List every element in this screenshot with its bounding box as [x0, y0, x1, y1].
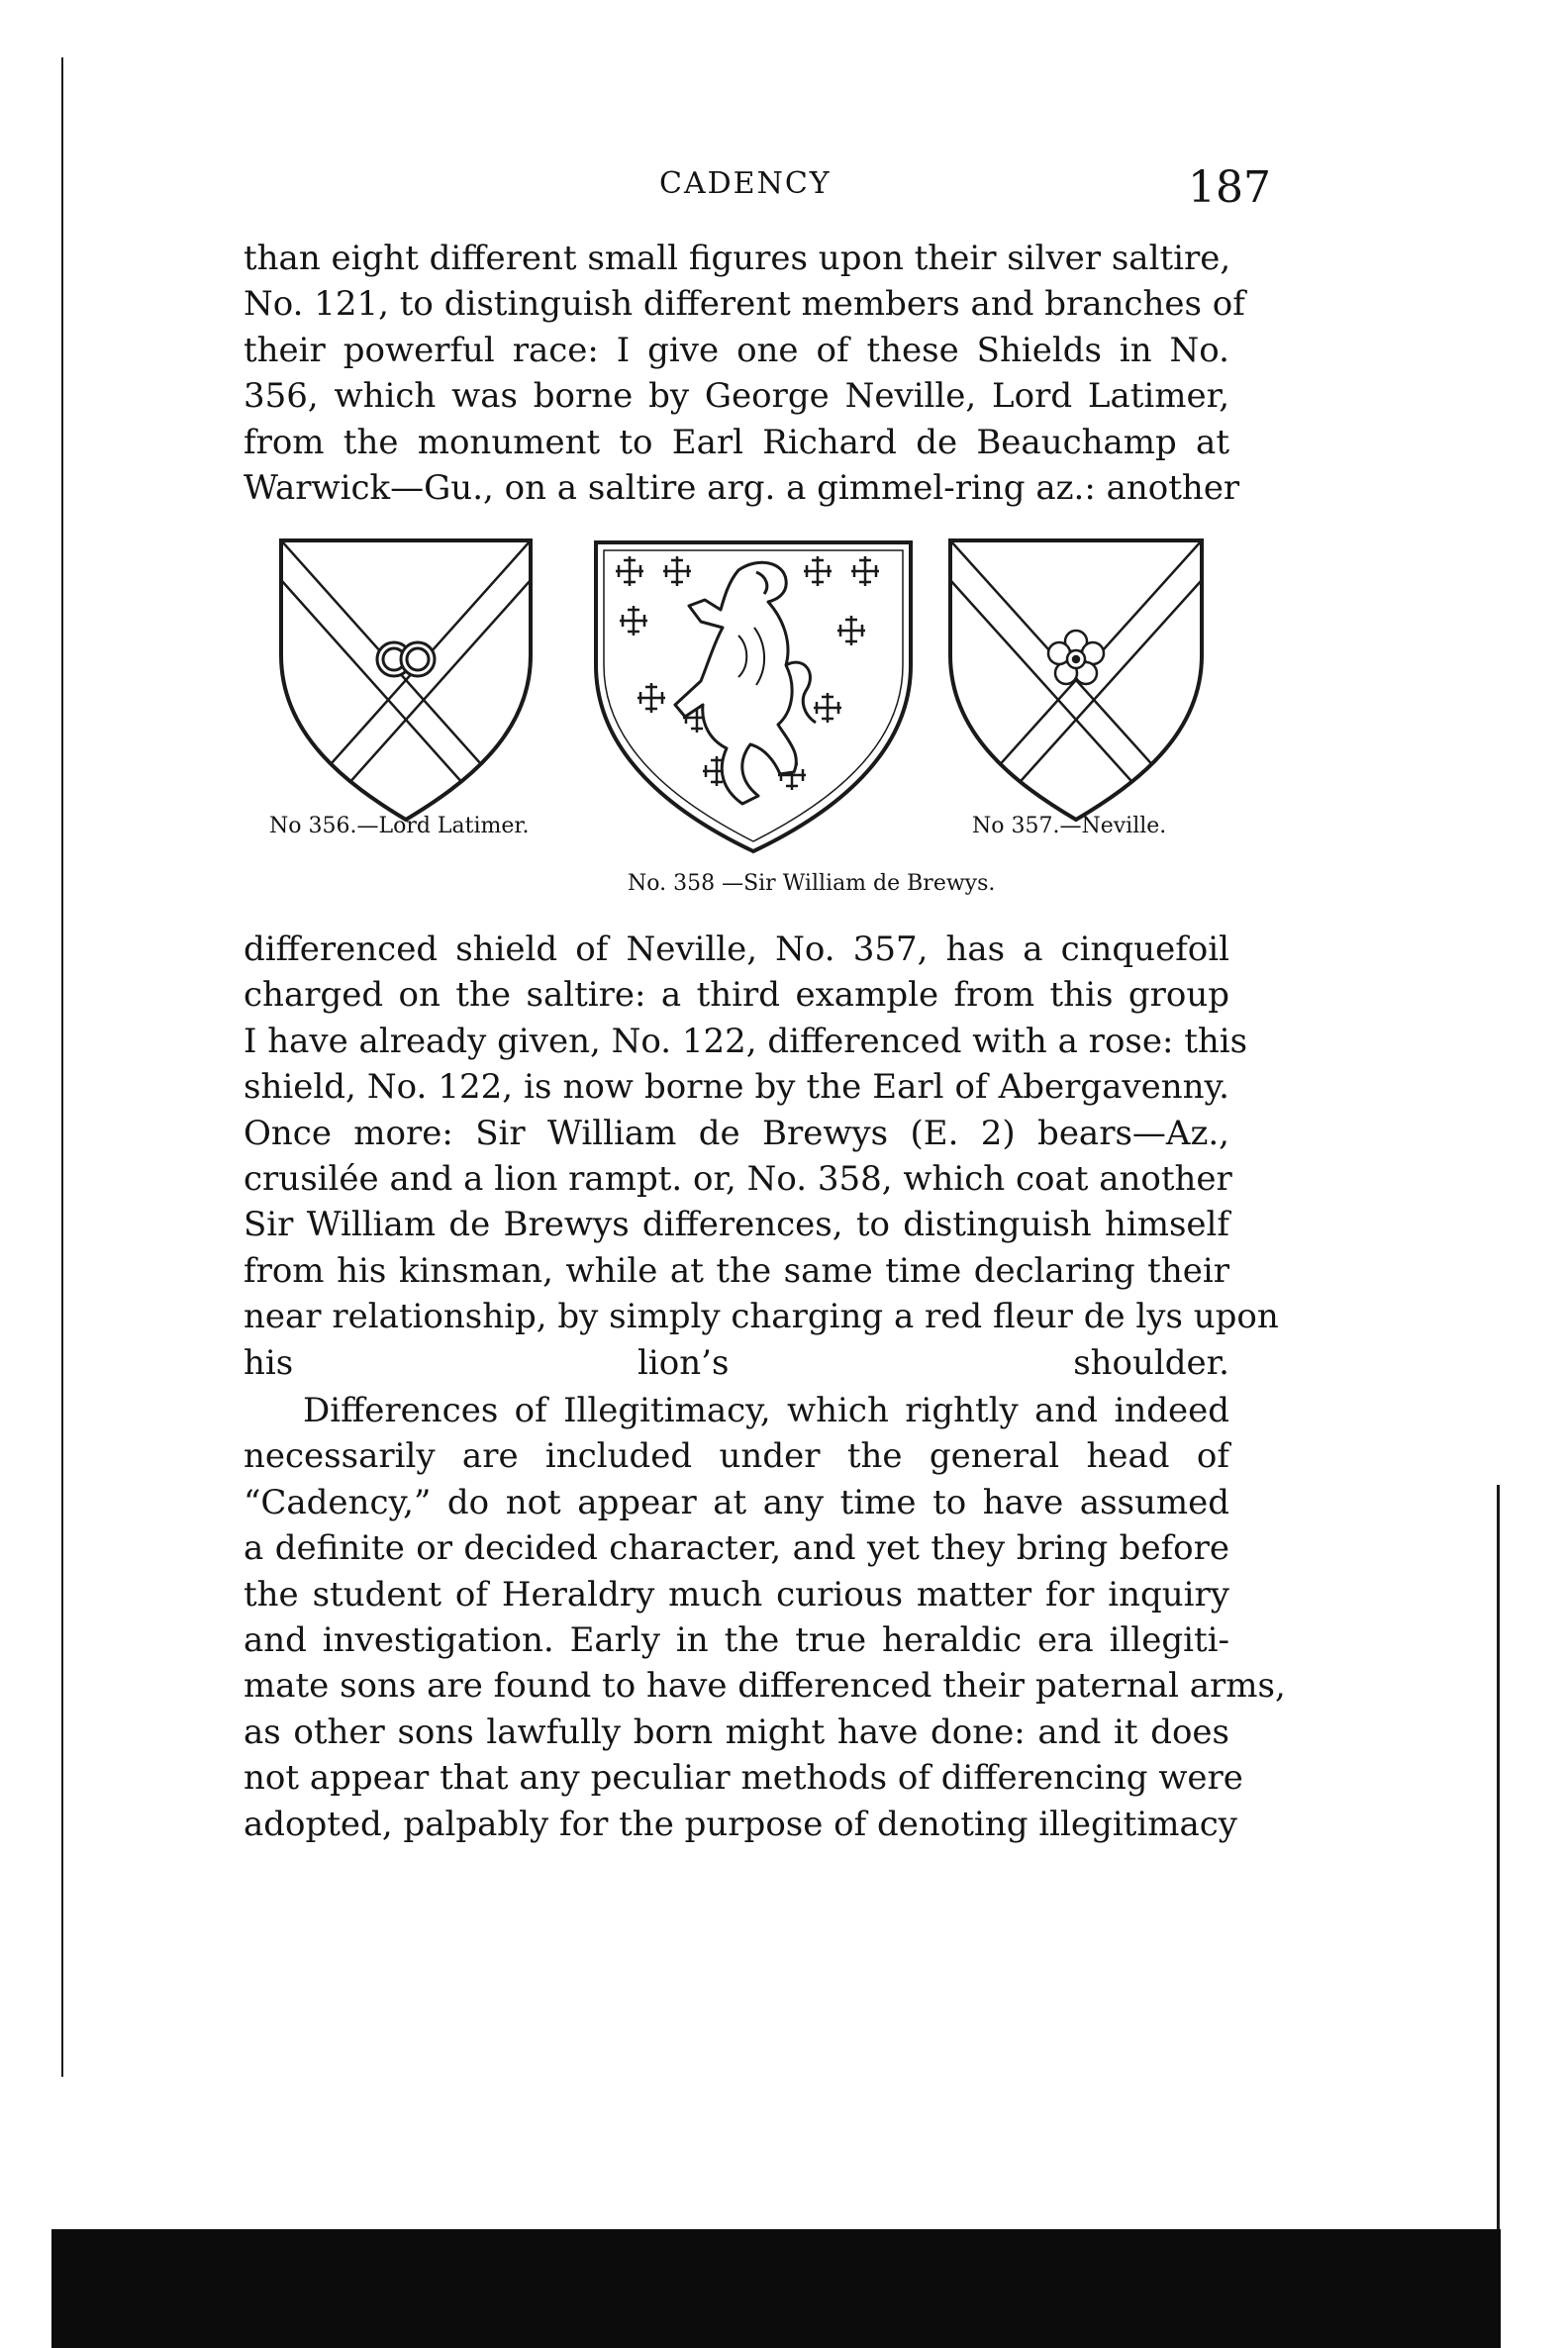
text-line: near relationship, by simply charging a red fleur de lys upon: [244, 1297, 1279, 1337]
text-line: Once more: Sir William de Brewys (E. 2) bears—Az.,: [244, 1113, 1229, 1153]
text-line: and investigation. Early in the true heraldic era illegiti-: [244, 1620, 1229, 1661]
text-line: a definite or decided character, and yet they bring before: [244, 1528, 1229, 1569]
cinquefoil-icon: [1048, 631, 1104, 684]
text-line: his lion’s shoulder.: [244, 1342, 1229, 1383]
text-line: than eight different small figures upon their silver saltire,: [244, 239, 1231, 278]
text-line: not appear that any peculiar methods of differencing were: [244, 1758, 1243, 1799]
caption-356: No 356.—Lord Latimer.: [269, 814, 530, 838]
caption-357: No 357.—Neville.: [972, 814, 1167, 838]
text-line: from his kinsman, while at the same time declaring their: [244, 1250, 1229, 1291]
caption-358: No. 358 —Sir William de Brewys.: [628, 871, 996, 896]
shield-358-brewys: [590, 537, 917, 855]
text-line: charged on the saltire: a third example from this group: [244, 975, 1229, 1016]
text-line: No. 121, to distinguish different members and branches of: [244, 284, 1245, 325]
page-number: 187: [1188, 162, 1271, 213]
paragraph-neville-brewys: [244, 927, 1279, 1386]
text-line: mate sons are found to have differenced their paternal arms,: [244, 1666, 1286, 1707]
text-line: Warwick—Gu., on a saltire arg. a gimmel-ring az.: another: [244, 468, 1240, 509]
shield-356-latimer: [277, 537, 535, 824]
text-line: “Cadency,” do not appear at any time to have assumed: [244, 1482, 1229, 1522]
gimmel-ring-icon: [377, 642, 435, 676]
scan-dark-band: [51, 2229, 1501, 2348]
paragraph-continuation: [244, 236, 1245, 511]
left-scan-edge: [61, 57, 63, 2077]
shield-357-neville: [946, 537, 1206, 824]
text-line: necessarily are included under the general head of: [244, 1436, 1229, 1477]
text-line: the student of Heraldry much curious matter for inquiry: [244, 1574, 1229, 1614]
text-line: differenced shield of Neville, No. 357, has a cinquefoil: [244, 929, 1229, 969]
text-line: from the monument to Earl Richard de Beauchamp at: [244, 422, 1229, 462]
text-line: adopted, palpably for the purpose of denoting illegitimacy: [244, 1804, 1237, 1844]
paragraph-illegitimacy: [244, 1388, 1286, 1847]
text-line: Sir William de Brewys differences, to distinguish himself: [244, 1205, 1229, 1245]
text-line: as other sons lawfully born might have done: and it does: [244, 1712, 1229, 1752]
text-line: their powerful race: I give one of these Shields in No.: [244, 330, 1229, 370]
text-line: Differences of Illegitimacy, which rightly and indeed: [303, 1391, 1229, 1430]
lion-rampant-icon: [675, 562, 816, 804]
text-line: crusilée and a lion rampt. or, No. 358, which coat another: [244, 1159, 1232, 1200]
right-scan-edge: [1497, 1485, 1500, 2237]
text-line: I have already given, No. 122, differenced with a rose: this: [244, 1021, 1248, 1061]
text-line: shield, No. 122, is now borne by the Earl of Abergavenny.: [244, 1067, 1229, 1108]
running-header: CADENCY: [659, 166, 832, 201]
text-line: 356, which was borne by George Neville, Lord Latimer,: [244, 376, 1229, 417]
